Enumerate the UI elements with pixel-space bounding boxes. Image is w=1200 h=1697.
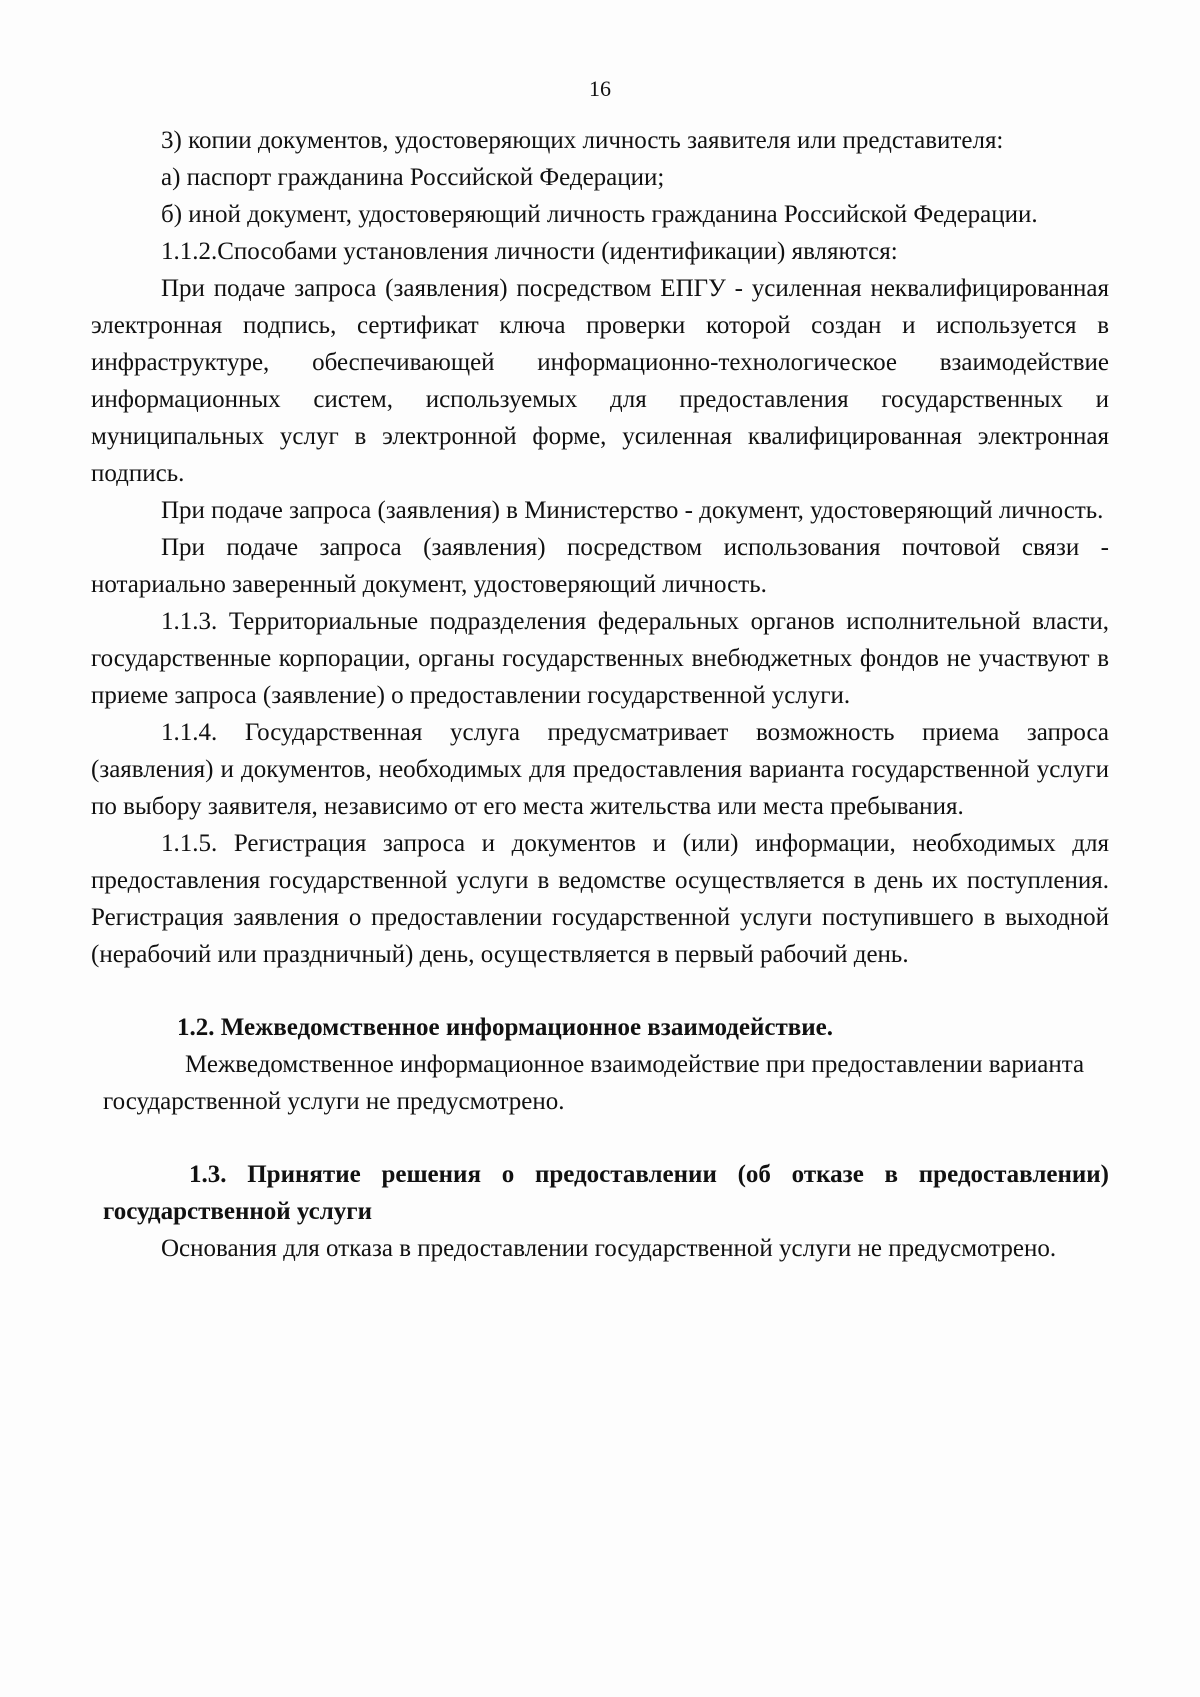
paragraph-1-1-2: 1.1.2.Способами установления личности (идентификации) являются: xyxy=(161,238,898,265)
paragraph-1-1-4: 1.1.4. Государственная услуга предусматривает возможность приема запроса (заявления) и документов, необходимых для предоставления варианта государственной услуги по выбору заявителя, независимо от его места жительства или места пребывания. xyxy=(91,719,1109,820)
paragraph-1-1-3: 1.1.3. Территориальные подразделения федеральных органов исполнительной власти, государственные корпорации, органы государственных внебюджетных фондов не участвуют в приеме запроса (заявление) о предоставлении государственной услуги. xyxy=(91,608,1109,709)
page-number: 16 xyxy=(589,76,611,101)
paragraph-passport: а) паспорт гражданина Российской Федерации; xyxy=(161,164,665,191)
section-1-2-heading: 1.2. Межведомственное информационное взаимодействие. xyxy=(177,1014,833,1041)
paragraph-identity-copies: 3) копии документов, удостоверяющих личность заявителя или представителя: xyxy=(161,127,1004,154)
section-1-3-heading: 1.3. Принятие решения о предоставлении (об отказе в предоставлении) государственной услуги xyxy=(103,1161,1109,1225)
paragraph-epgu-signature: При подаче запроса (заявления) посредством ЕПГУ - усиленная неквалифицированная электронная подпись, сертификат ключа проверки которой создан и используется в инфраструктуре, обеспечивающей информационно-технологическое взаимодействие информационных систем, используемых для предоставления государственных и муниципальных услуг в электронной форме, усиленная квалифицированная электронная подпись. xyxy=(91,275,1109,487)
paragraph-other-document: б) иной документ, удостоверяющий личность гражданина Российской Федерации. xyxy=(161,201,1038,228)
paragraph-postal: При подаче запроса (заявления) посредством использования почтовой связи - нотариально заверенный документ, удостоверяющий личность. xyxy=(91,534,1109,598)
section-spacer xyxy=(91,1120,1109,1156)
paragraph-ministry: При подаче запроса (заявления) в Министерство - документ, удостоверяющий личность. xyxy=(161,497,1104,524)
section-1-2-body: Межведомственное информационное взаимодействие при предоставлении варианта государственной услуги не предусмотрено. xyxy=(103,1051,1085,1115)
document-body xyxy=(91,122,1109,1267)
paragraph-1-1-5: 1.1.5. Регистрация запроса и документов и (или) информации, необходимых для предоставления государственной услуги в ведомстве осуществляется в день их поступления. Регистрация заявления о предоставлении государственной услуги поступившего в выходной (нерабочий или праздничный) день, осуществляется в первый рабочий день. xyxy=(91,830,1109,968)
section-spacer xyxy=(91,973,1109,1009)
section-1-3-body: Основания для отказа в предоставлении государственной услуги не предусмотрено. xyxy=(161,1235,1057,1262)
